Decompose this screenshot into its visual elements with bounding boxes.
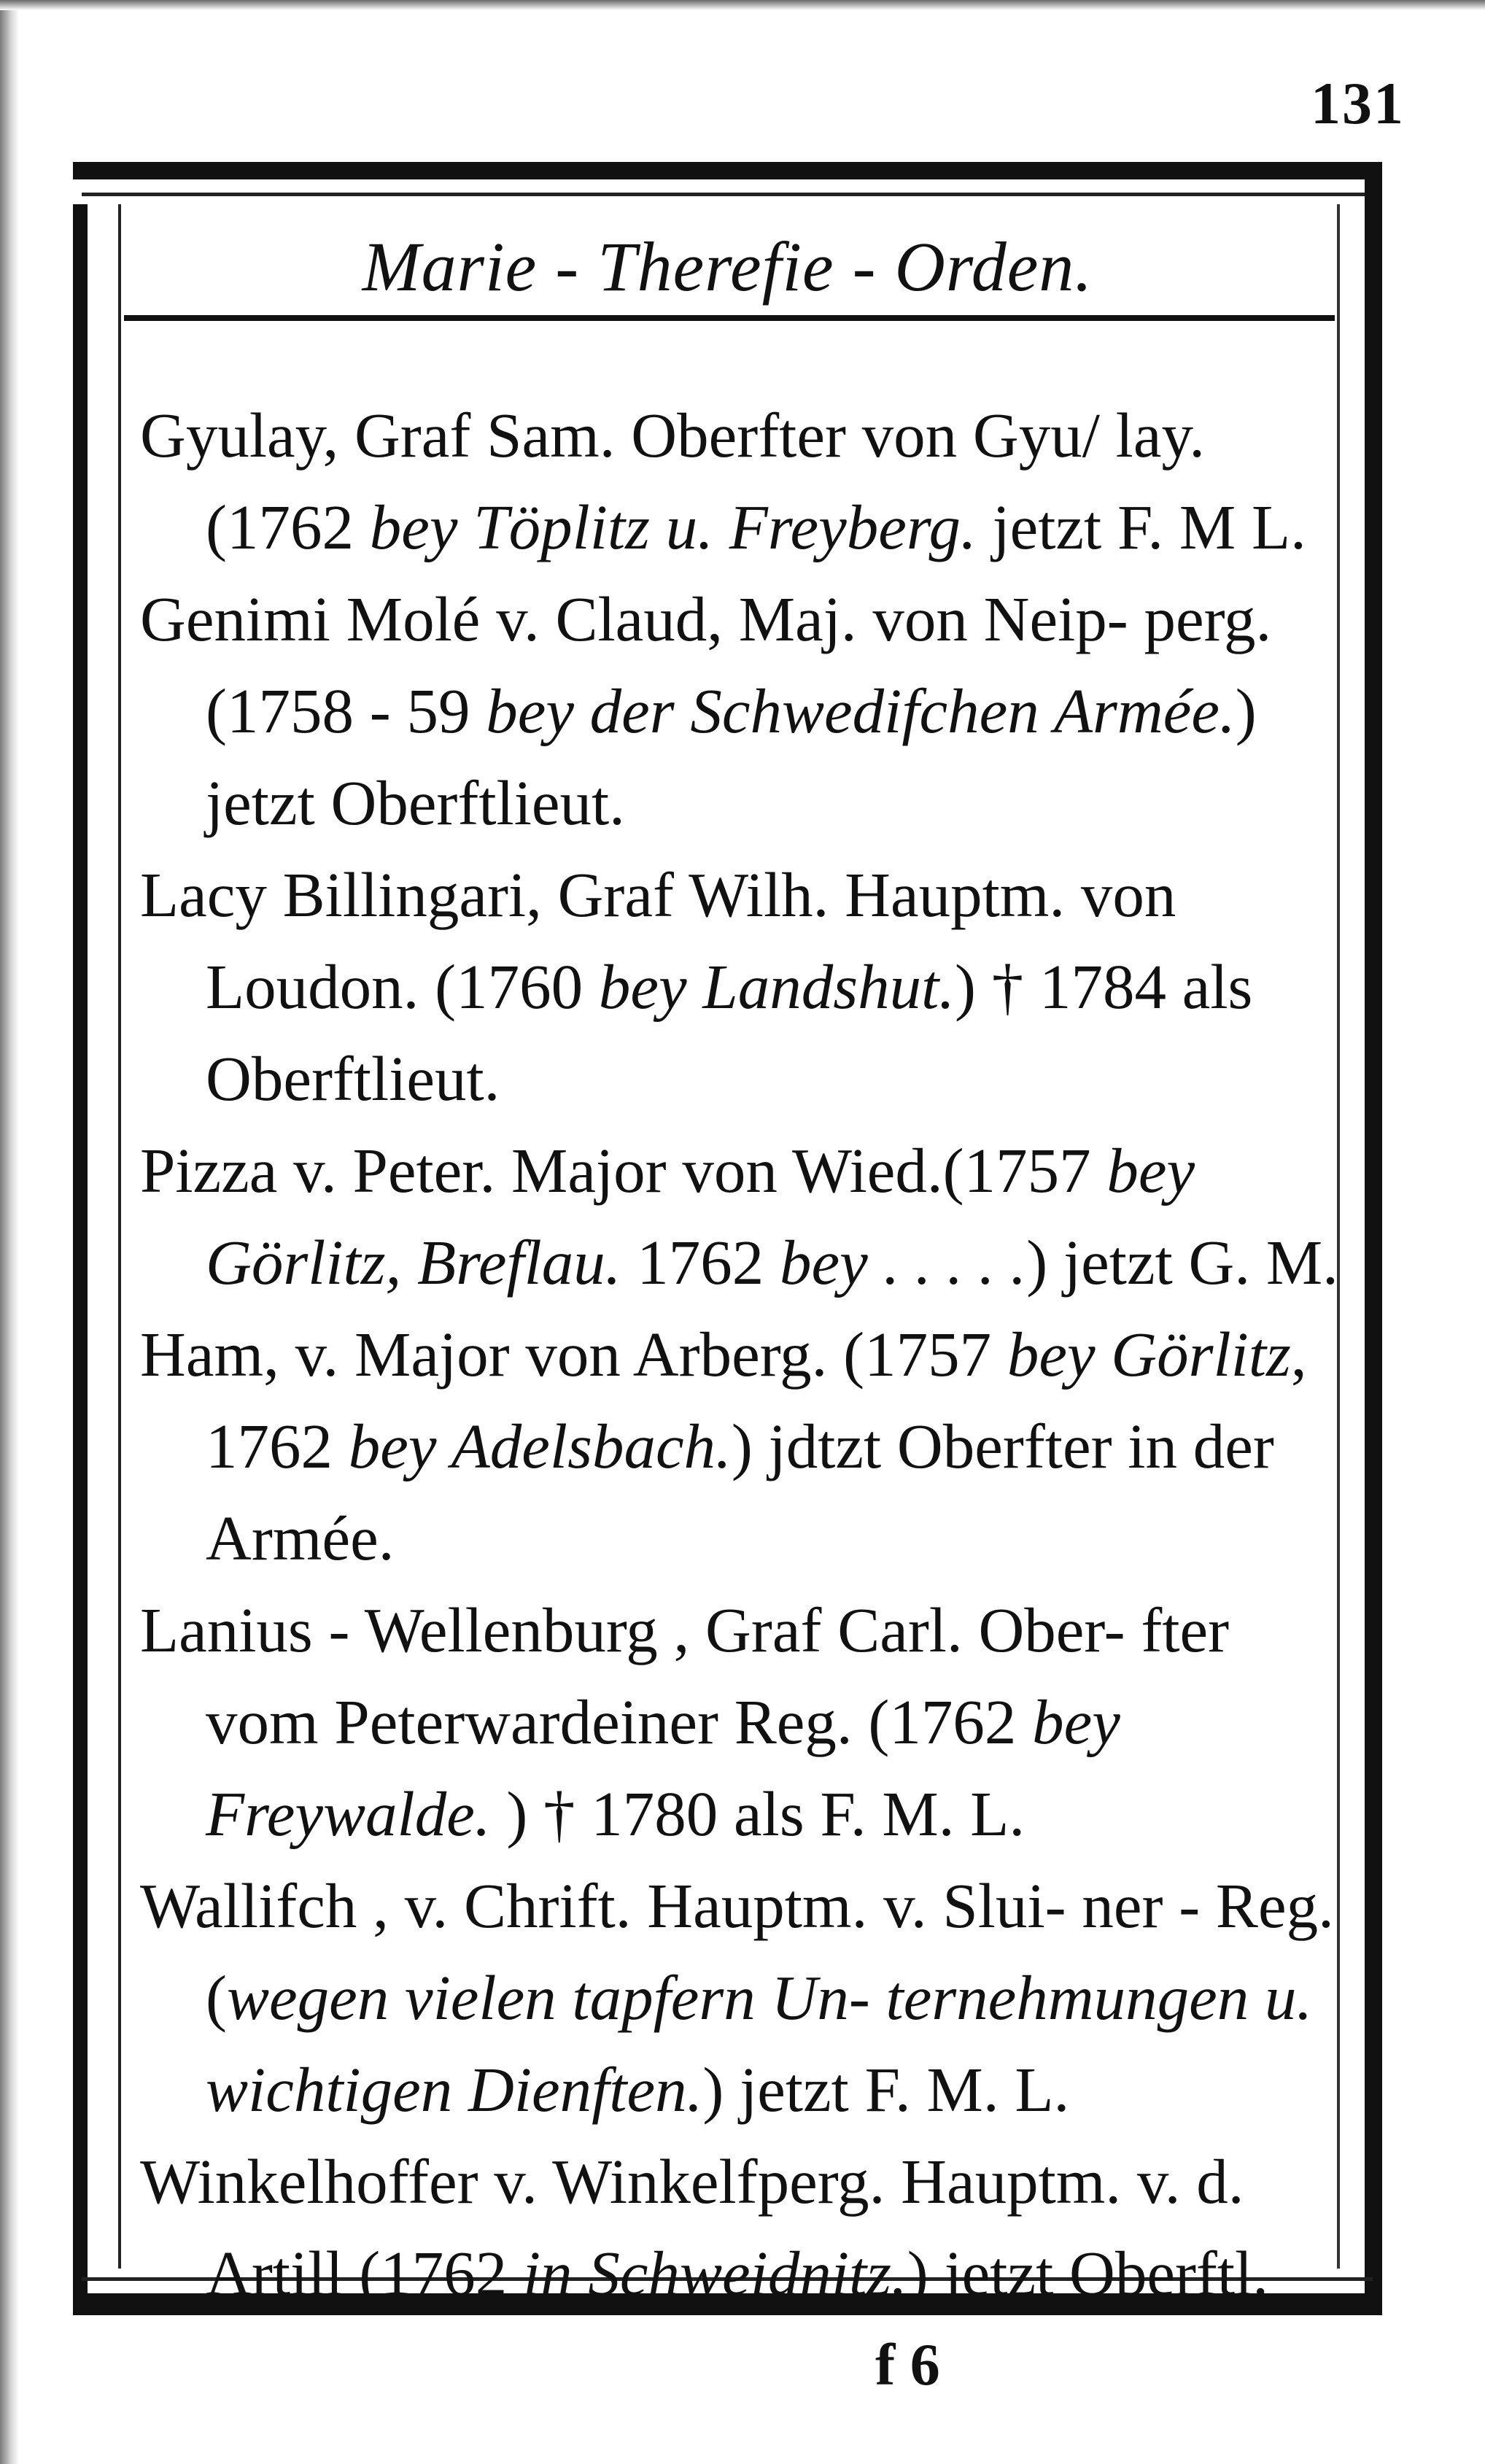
entry-italic-text: in Schweidnitz.	[522, 2238, 907, 2309]
entry-text: Pizza v. Peter. Major von Wied.(1757	[140, 1135, 1107, 1206]
entry-text: Lanius - Wellenburg , Graf Carl. Ober- fter vom Peterwardeiner Reg. (1762	[140, 1595, 1230, 1757]
list-item	[140, 390, 1351, 573]
page-title: Marie - Therefie - Orden.	[362, 228, 1093, 306]
page-edge-shadow-top	[0, 0, 1485, 10]
entry-text: Wallifch , v. Chrift. Hauptm. v. Slui- ner - Reg. (	[140, 1870, 1334, 2033]
entry-text: ) † 1784 als Oberftlieut.	[206, 951, 1253, 1114]
entry-text: ) jetzt Oberftl.	[907, 2238, 1268, 2309]
entry-text: , 1762	[206, 1319, 1307, 1481]
frame-left-thin-rule	[118, 204, 121, 2269]
entry-text: ) jdtzt Oberfter in der Armée.	[206, 1411, 1274, 1573]
entry-text: Lacy Billingari, Graf Wilh. Hauptm. von Loudon. (1760	[140, 859, 1176, 1022]
entry-italic-text: bey der Schwedifchen Armée.	[486, 675, 1236, 746]
entry-italic-text: bey Görlitz	[1007, 1319, 1291, 1390]
entry-italic-text: bey Landshut.	[598, 951, 955, 1022]
page-edge-shadow-left	[0, 0, 19, 2464]
frame-right-thick-rule	[1365, 179, 1382, 2302]
entry-text: jetzt F. M L.	[976, 492, 1306, 562]
entry-text: Winkelhoffer v. Winkelfperg. Hauptm. v. d. Artill (1762	[140, 2146, 1244, 2309]
entry-italic-text: wegen vielen tapfern Un- ternehmungen u. wichtigen Dienften.	[206, 1962, 1313, 2125]
list-item	[140, 573, 1351, 849]
entry-text: Genimi Molé v. Claud, Maj. von Neip- perg. (1758 - 59	[140, 584, 1272, 746]
entry-text: ) jetzt G. M.	[1026, 1227, 1338, 1298]
page-number: 131	[1311, 70, 1405, 136]
entry-text: Ham, v. Major von Arberg. (1757	[140, 1319, 1007, 1390]
frame-top-thin-rule	[82, 193, 1373, 196]
entry-italic-text: bey Görlitz, Breflau.	[206, 1135, 1195, 1298]
list-item	[140, 1584, 1351, 1860]
title-underline-rule	[124, 315, 1335, 321]
list-item	[140, 1309, 1351, 1584]
entry-text: ) jetzt F. M. L.	[702, 2054, 1070, 2125]
list-item	[140, 1860, 1351, 2136]
entry-text: 1762	[621, 1227, 780, 1298]
frame-left-thick-rule	[73, 204, 88, 2301]
entry-text: ) jetzt Oberftlieut.	[206, 675, 1257, 838]
list-item	[140, 849, 1351, 1125]
list-item	[140, 1125, 1351, 1309]
printer-signature-mark: f 6	[875, 2331, 940, 2398]
entry-list	[140, 390, 1351, 2320]
list-item	[140, 2136, 1351, 2320]
decorative-frame	[73, 162, 1382, 2317]
entry-italic-text: bey Adelsbach.	[348, 1411, 732, 1481]
entry-italic-text: bey . . . . .	[780, 1227, 1027, 1298]
entry-text: Gyulay, Graf Sam. Oberfter von Gyu/ lay. (1762	[140, 400, 1206, 562]
entry-text: ) † 1780 als F. M. L.	[490, 1778, 1025, 1849]
frame-top-thick-rule	[73, 162, 1382, 179]
entry-italic-text: bey Töplitz u. Freyberg.	[369, 492, 977, 562]
entry-italic-text: bey Freywalde.	[206, 1686, 1120, 1849]
